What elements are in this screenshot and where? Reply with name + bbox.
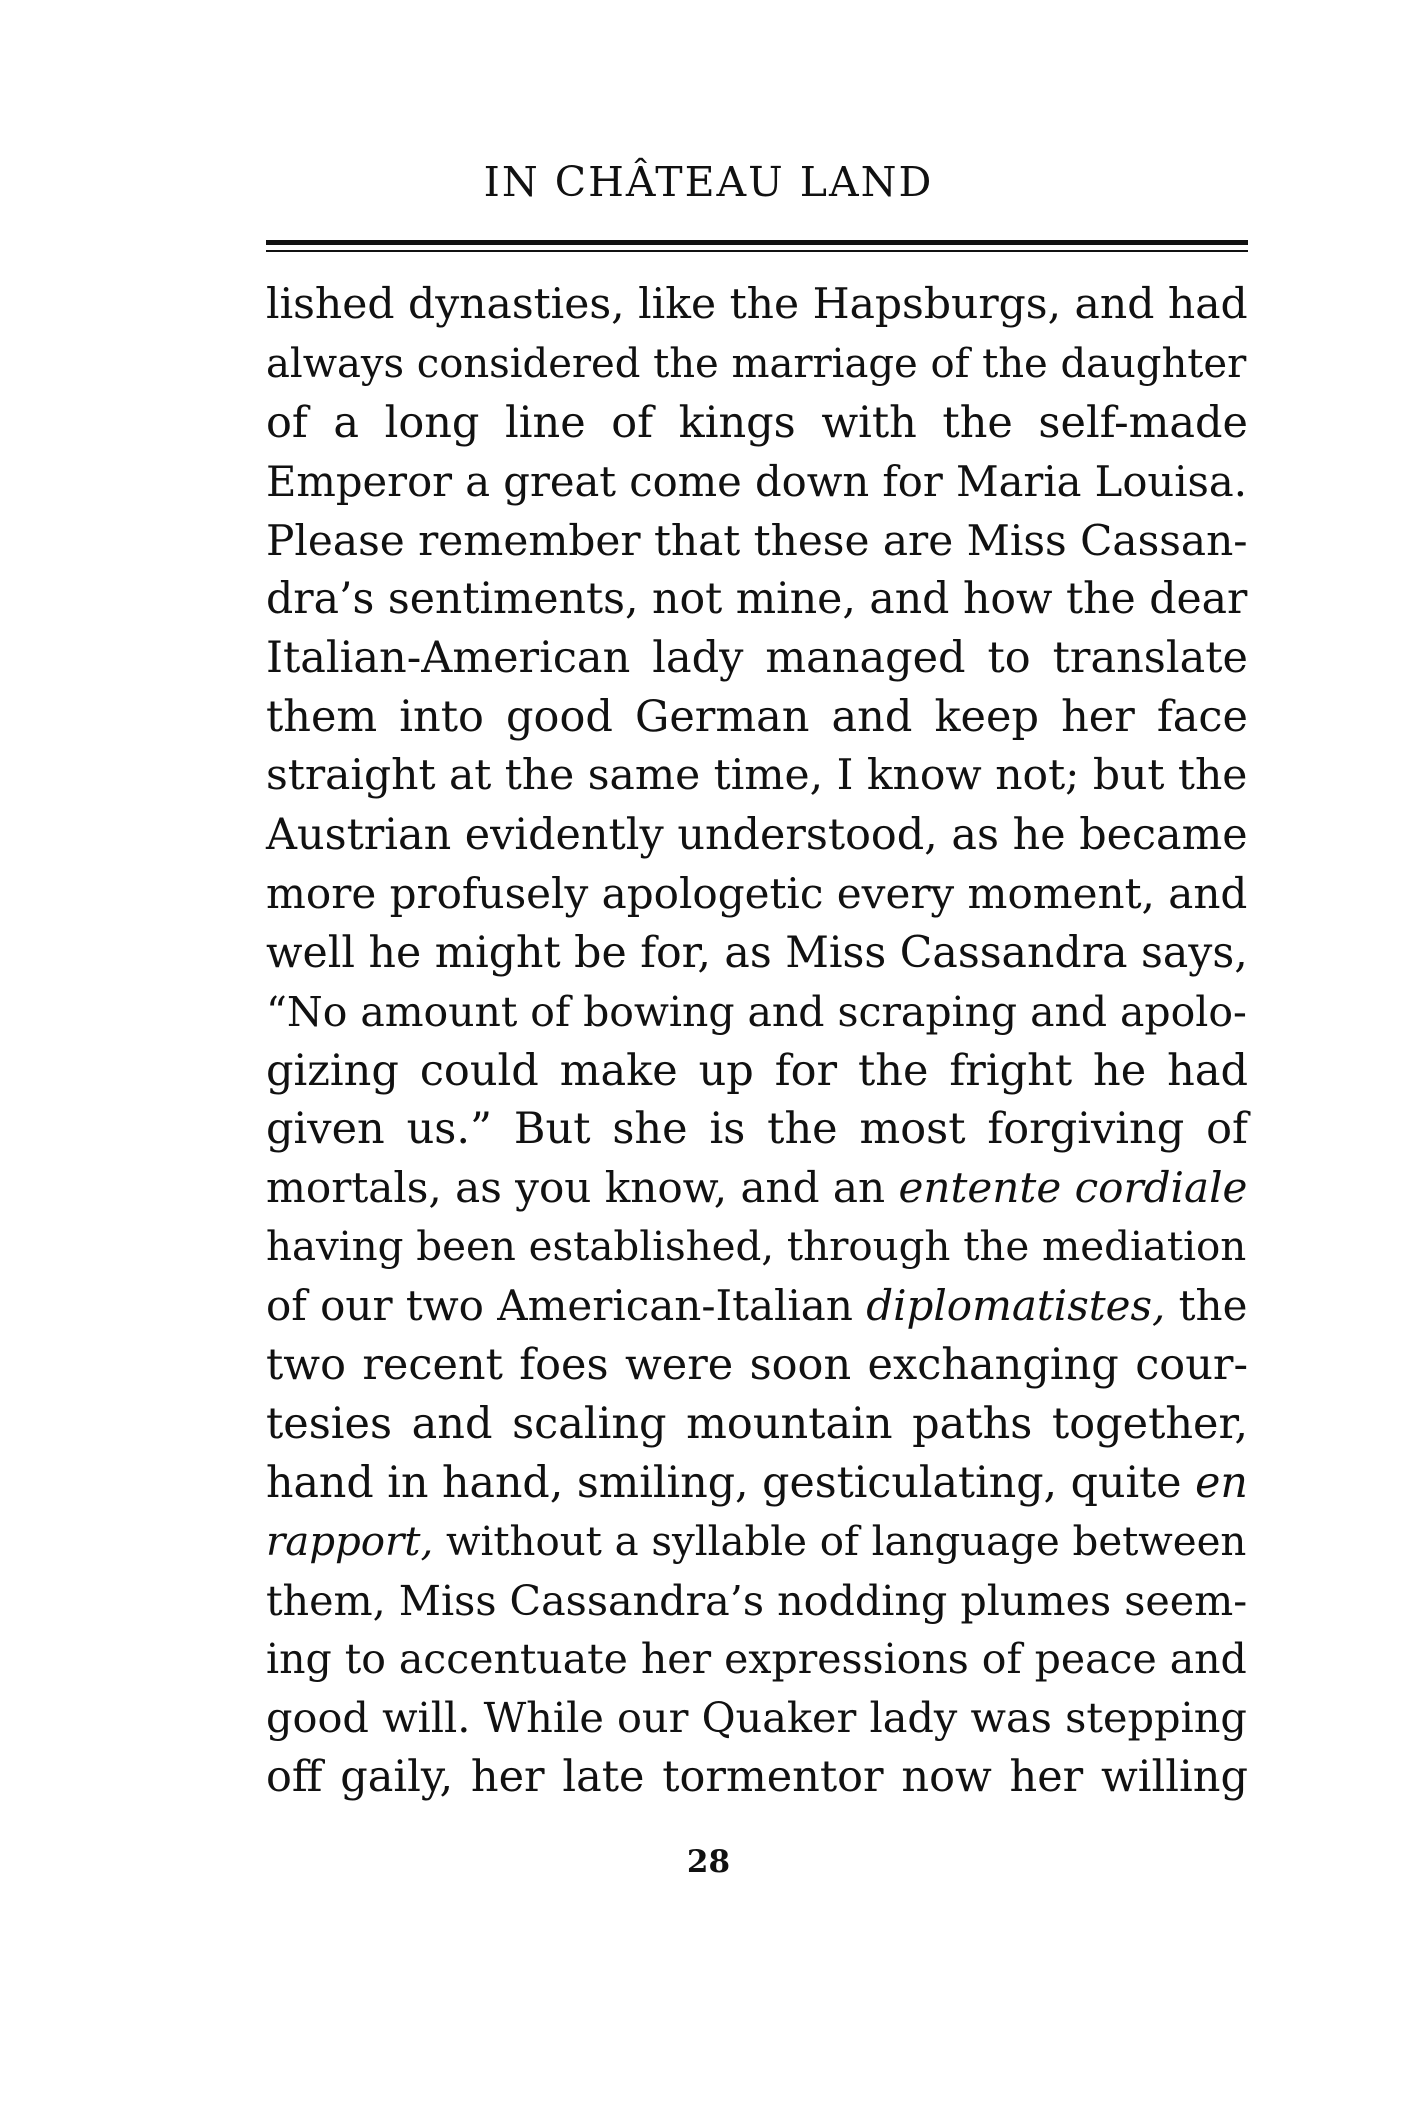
text-line xyxy=(266,394,1248,453)
text-line-content: straight at the same time, I know not; but the xyxy=(266,751,1248,801)
text-line-content: mortals, as you know, and an xyxy=(266,1163,899,1213)
text-line-content: well he might be for, as Miss Cassandra says, xyxy=(266,927,1248,978)
text-line xyxy=(266,865,1248,924)
text-line xyxy=(266,688,1248,747)
text-line xyxy=(266,1336,1248,1395)
text-line xyxy=(266,1630,1248,1689)
text-line-content: them, Miss Cassandra’s nodding plumes seem- xyxy=(266,1576,1248,1625)
text-line-content: the xyxy=(1165,1281,1248,1331)
text-line-content: lished dynasties, like the Hapsburgs, and had xyxy=(266,280,1248,329)
text-line xyxy=(266,276,1248,335)
text-line xyxy=(266,924,1248,983)
text-line-content: Emperor a great come down for Maria Louisa. xyxy=(266,456,1247,506)
text-line-content: Italian-American lady managed to translate xyxy=(266,633,1248,684)
body-text xyxy=(266,276,1248,1807)
text-line xyxy=(266,1748,1248,1807)
text-line-content: more profusely apologetic every moment, and xyxy=(266,868,1248,918)
header-rule-thick xyxy=(266,240,1248,245)
text-line-content: two recent foes were soon exchanging cour- xyxy=(266,1340,1248,1391)
text-line-content: of a long line of kings with the self-made xyxy=(266,397,1248,448)
text-line xyxy=(266,1513,1248,1572)
text-line xyxy=(266,1689,1248,1748)
text-line-content: given us.” But she is the most forgiving of xyxy=(266,1104,1248,1155)
text-line-content: Please remember that these are Miss Cassan- xyxy=(266,515,1248,565)
text-line-content: always considered the marriage of the daughter xyxy=(266,340,1247,387)
text-line xyxy=(266,1159,1248,1218)
text-line-content: dra’s sentiments, not mine, and how the dear xyxy=(266,574,1248,625)
text-line-content: Austrian evidently understood, as he became xyxy=(266,810,1248,861)
page-number: 28 xyxy=(686,1844,731,1880)
running-head: IN CHÂTEAU LAND xyxy=(483,158,934,206)
text-line xyxy=(266,570,1248,629)
italic-phrase: diplomatistes, xyxy=(866,1281,1166,1331)
text-line-content: of our two American-Italian xyxy=(266,1281,867,1331)
text-line xyxy=(266,1100,1248,1159)
text-line xyxy=(266,629,1248,688)
text-line-content: without a syllable of language between xyxy=(433,1517,1247,1565)
header-rule-thin xyxy=(266,250,1248,252)
text-line xyxy=(266,1572,1248,1631)
text-line xyxy=(266,1454,1248,1513)
text-line xyxy=(266,747,1248,806)
italic-phrase: en xyxy=(1195,1457,1248,1508)
text-line xyxy=(266,1395,1248,1454)
text-line-content: hand in hand, smiling, gesticulating, quite xyxy=(266,1457,1196,1508)
text-line xyxy=(266,1218,1248,1277)
text-line-content: them into good German and keep her face xyxy=(266,692,1248,743)
text-line-content: off gaily, her late tormentor now her willing xyxy=(266,1752,1249,1803)
text-line xyxy=(266,983,1248,1042)
italic-phrase: rapport, xyxy=(266,1517,434,1565)
text-line xyxy=(266,512,1248,571)
text-line-content: having been established, through the mediation xyxy=(266,1223,1247,1271)
text-line-content: tesies and scaling mountain paths together, xyxy=(266,1398,1248,1449)
text-line-content: gizing could make up for the fright he had xyxy=(266,1045,1248,1096)
text-line xyxy=(266,1042,1248,1101)
italic-phrase: entente cordiale xyxy=(898,1163,1248,1213)
text-line-content: ing to accentuate her expressions of peace and xyxy=(266,1635,1247,1684)
text-line xyxy=(266,806,1248,865)
text-line-content: good will. While our Quaker lady was stepping xyxy=(266,1694,1247,1743)
text-line xyxy=(266,1277,1248,1336)
text-line-content: “No amount of bowing and scraping and apolo- xyxy=(266,987,1247,1036)
text-line xyxy=(266,335,1248,394)
text-line xyxy=(266,453,1248,512)
